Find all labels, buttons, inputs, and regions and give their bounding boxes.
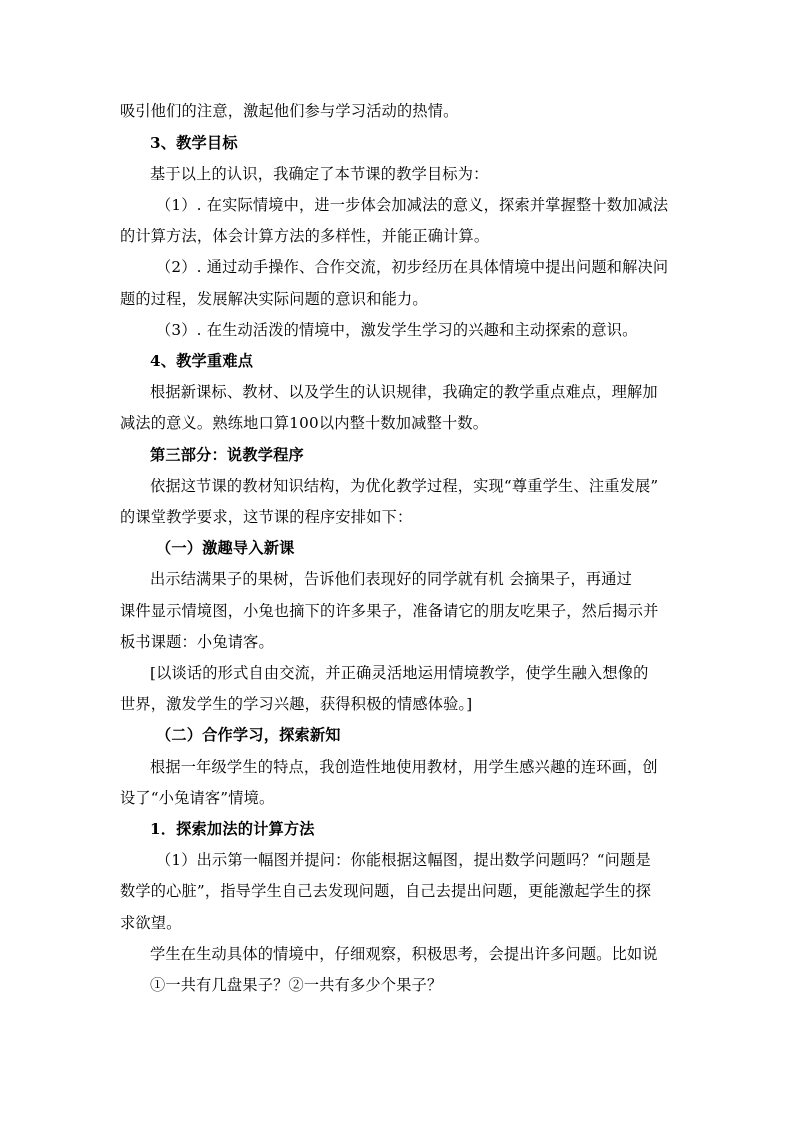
text-line: 的课堂教学要求，这节课的程序安排如下： — [120, 508, 413, 526]
text-line: 课件显示情境图，小兔也摘下的许多果子，准备请它的朋友吃果子，然后揭示并 — [120, 602, 659, 620]
text-line: （3）. 在生动活泼的情境中，激发学生学习的兴趣和主动探索的意识。 — [156, 321, 638, 339]
section-heading: 4、教学重难点 — [150, 352, 254, 370]
text-line: 的计算方法，体会计算方法的多样性，并能正确计算。 — [120, 227, 490, 245]
text-line: 吸引他们的注意，激起他们参与学习活动的热情。 — [120, 102, 459, 120]
text-line: 出示结满果子的果树，告诉他们表现好的同学就有机 会摘果子，再通过 — [150, 570, 633, 588]
text-line: 根据一年级学生的特点，我创造性地使用教材，用学生感兴趣的连环画，创 — [150, 758, 658, 776]
section-heading: （一）激趣导入新课 — [156, 539, 295, 557]
text-line: 基于以上的认识，我确定了本节课的教学目标为： — [150, 165, 489, 183]
text-line: 求欲望。 — [120, 914, 182, 932]
text-line: 减法的意义。熟练地口算100以内整十数加减整十数。 — [120, 414, 489, 432]
text-line: ①一共有几盘果子？②一共有多少个果子？ — [150, 976, 443, 994]
section-heading: 第三部分：说教学程序 — [150, 446, 304, 464]
text-line: （1）出示第一幅图并提问：你能根据这幅图，提出数学问题吗？“问题是 — [156, 851, 651, 869]
text-line: 板书课题：小兔请客。 — [120, 633, 274, 651]
text-line: 依据这节课的教材知识结构，为优化教学过程，实现“尊重学生、注重发展” — [150, 477, 659, 495]
text-line: [以谈话的形式自由交流，并正确灵活地运用情境教学，使学生融入想像的 — [150, 664, 649, 682]
text-line: 世界，激发学生的学习兴趣，获得积极的情感体验。] — [120, 695, 473, 713]
text-line: 设了“小兔请客”情境。 — [120, 789, 275, 807]
text-line: 题的过程，发展解决实际问题的意识和能力。 — [120, 290, 428, 308]
text-line: 学生在生动具体的情境中，仔细观察，积极思考，会提出许多问题。比如说 — [150, 945, 658, 963]
text-line: 根据新课标、教材、以及学生的认识规律，我确定的教学重点难点，理解加 — [150, 383, 658, 401]
section-heading: （二）合作学习，探索新知 — [156, 726, 341, 744]
text-line: 数学的心脏”，指导学生自己去发现问题，自己去提出问题，更能激起学生的探 — [120, 882, 652, 900]
section-heading: 1．探索加法的计算方法 — [150, 820, 315, 838]
text-line: （2）. 通过动手操作、合作交流，初步经历在具体情境中提出问题和解决问 — [156, 258, 669, 276]
section-heading: 3、教学目标 — [150, 134, 238, 152]
text-line: （1）. 在实际情境中，进一步体会加减法的意义，探索并掌握整十数加减法 — [156, 196, 669, 214]
